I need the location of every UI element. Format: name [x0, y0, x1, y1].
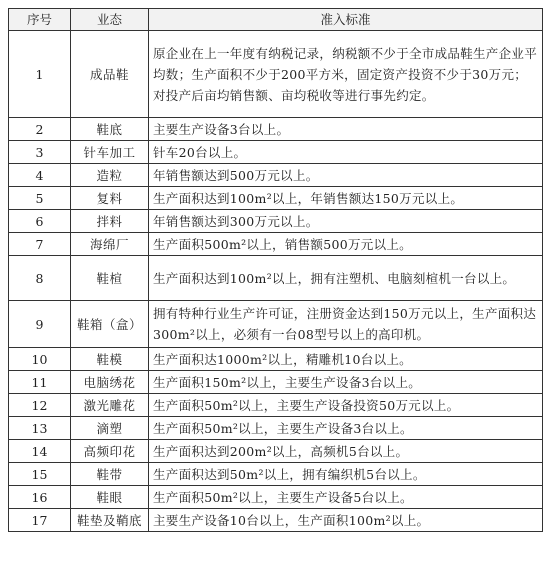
header-business-type: 业态: [71, 9, 149, 31]
header-access-standard: 准入标准: [149, 9, 543, 31]
row-business-type: 鞋垫及鞘底: [71, 509, 149, 532]
table-row: [9, 486, 543, 509]
row-number: 9: [9, 301, 71, 348]
row-number: 3: [9, 141, 71, 164]
table-row: [9, 417, 543, 440]
table-row: [9, 31, 543, 118]
row-standard: 原企业在上一年度有纳税记录，纳税额不少于全市成品鞋生产企业平均数；生产面积不少于200平方米，固定资产投资不少于30万元；对投产后亩均销售额、亩均税收等进行事先约定。: [149, 31, 543, 118]
row-standard: 生产面积达到200m²以上，高频机5台以上。: [149, 440, 543, 463]
row-standard: 生产面积达到100m²以上，拥有注塑机、电脑刻楦机一台以上。: [149, 256, 543, 301]
row-business-type: 滴塑: [71, 417, 149, 440]
row-standard: 生产面积达1000m²以上，精雕机10台以上。: [149, 348, 543, 371]
row-number: 11: [9, 371, 71, 394]
row-business-type: 鞋底: [71, 118, 149, 141]
row-standard: 生产面积150m²以上，主要生产设备3台以上。: [149, 371, 543, 394]
row-business-type: 激光雕花: [71, 394, 149, 417]
row-business-type: 海绵厂: [71, 233, 149, 256]
row-business-type: 鞋箱（盒）: [71, 301, 149, 348]
row-business-type: 鞋带: [71, 463, 149, 486]
row-business-type: 成品鞋: [71, 31, 149, 118]
header-row: [9, 9, 543, 31]
row-business-type: 造粒: [71, 164, 149, 187]
table-row: [9, 463, 543, 486]
standards-table: [8, 8, 543, 532]
row-standard: 生产面积达到100m²以上，年销售额达150万元以上。: [149, 187, 543, 210]
row-business-type: 高频印花: [71, 440, 149, 463]
row-standard: 生产面积50m²以上，主要生产设备5台以上。: [149, 486, 543, 509]
row-standard: 生产面积达到50m²以上，拥有编织机5台以上。: [149, 463, 543, 486]
row-business-type: 针车加工: [71, 141, 149, 164]
table-row: [9, 164, 543, 187]
row-standard: 生产面积500m²以上，销售额500万元以上。: [149, 233, 543, 256]
row-standard: 生产面积50m²以上，主要生产设备投资50万元以上。: [149, 394, 543, 417]
table-row: [9, 301, 543, 348]
header-serial-number: 序号: [9, 9, 71, 31]
row-standard: 年销售额达到500万元以上。: [149, 164, 543, 187]
row-business-type: 鞋模: [71, 348, 149, 371]
row-business-type: 拌料: [71, 210, 149, 233]
row-number: 12: [9, 394, 71, 417]
table-row: [9, 394, 543, 417]
row-standard: 主要生产设备10台以上，生产面积100m²以上。: [149, 509, 543, 532]
table-row: [9, 348, 543, 371]
row-standard: 年销售额达到300万元以上。: [149, 210, 543, 233]
row-number: 5: [9, 187, 71, 210]
table-row: [9, 440, 543, 463]
table-row: [9, 509, 543, 532]
table-row: [9, 187, 543, 210]
row-business-type: 电脑绣花: [71, 371, 149, 394]
row-number: 16: [9, 486, 71, 509]
row-number: 8: [9, 256, 71, 301]
table-row: [9, 233, 543, 256]
row-number: 17: [9, 509, 71, 532]
table-row: [9, 118, 543, 141]
row-number: 13: [9, 417, 71, 440]
row-number: 2: [9, 118, 71, 141]
row-number: 14: [9, 440, 71, 463]
row-number: 15: [9, 463, 71, 486]
row-number: 1: [9, 31, 71, 118]
row-standard: 主要生产设备3台以上。: [149, 118, 543, 141]
row-business-type: 鞋楦: [71, 256, 149, 301]
table-row: [9, 371, 543, 394]
table-row: [9, 256, 543, 301]
table-row: [9, 210, 543, 233]
row-number: 4: [9, 164, 71, 187]
row-business-type: 复料: [71, 187, 149, 210]
row-number: 10: [9, 348, 71, 371]
row-business-type: 鞋眼: [71, 486, 149, 509]
row-standard: 针车20台以上。: [149, 141, 543, 164]
row-number: 7: [9, 233, 71, 256]
table-row: [9, 141, 543, 164]
row-standard: 生产面积50m²以上，主要生产设备3台以上。: [149, 417, 543, 440]
row-standard: 拥有特种行业生产许可证，注册资金达到150万元以上，生产面积达300m²以上，必须有一台08型号以上的高印机。: [149, 301, 543, 348]
row-number: 6: [9, 210, 71, 233]
